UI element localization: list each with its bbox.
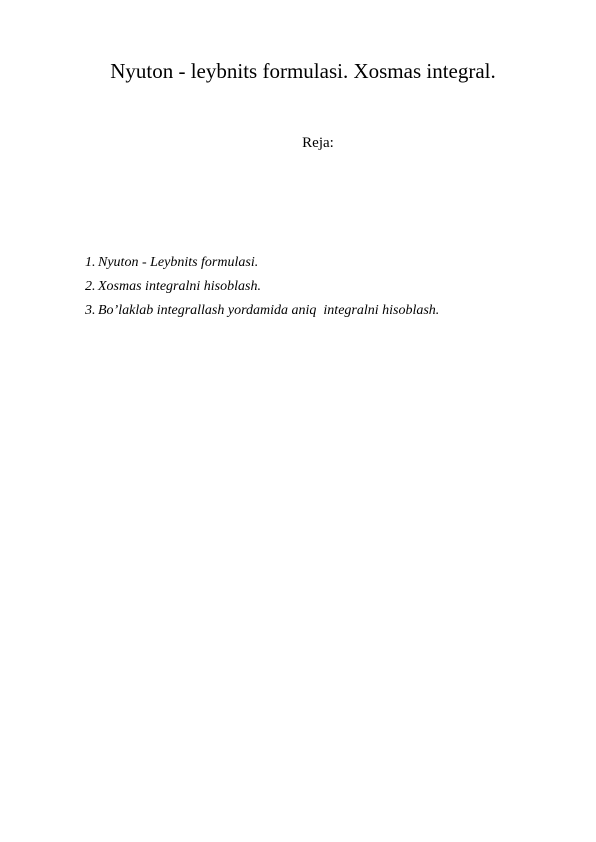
list-item-text: Xosmas integralni hisoblash. (98, 279, 261, 294)
list-item-number: 3. (85, 303, 96, 318)
list-item-number: 2. (85, 279, 96, 294)
list-item-number: 1. (85, 255, 96, 270)
plan-list (85, 251, 439, 323)
list-item (85, 251, 439, 275)
plan-heading: Reja: (302, 135, 334, 151)
list-item-text: Nyuton - Leybnits formulasi. (98, 255, 259, 270)
document-title: Nyuton - leybnits formulasi. Xosmas integral. (110, 59, 496, 83)
list-item (85, 275, 439, 299)
list-item-text: Bo’laklab integrallash yordamida aniq integralni hisoblash. (98, 303, 440, 318)
list-item (85, 299, 439, 323)
